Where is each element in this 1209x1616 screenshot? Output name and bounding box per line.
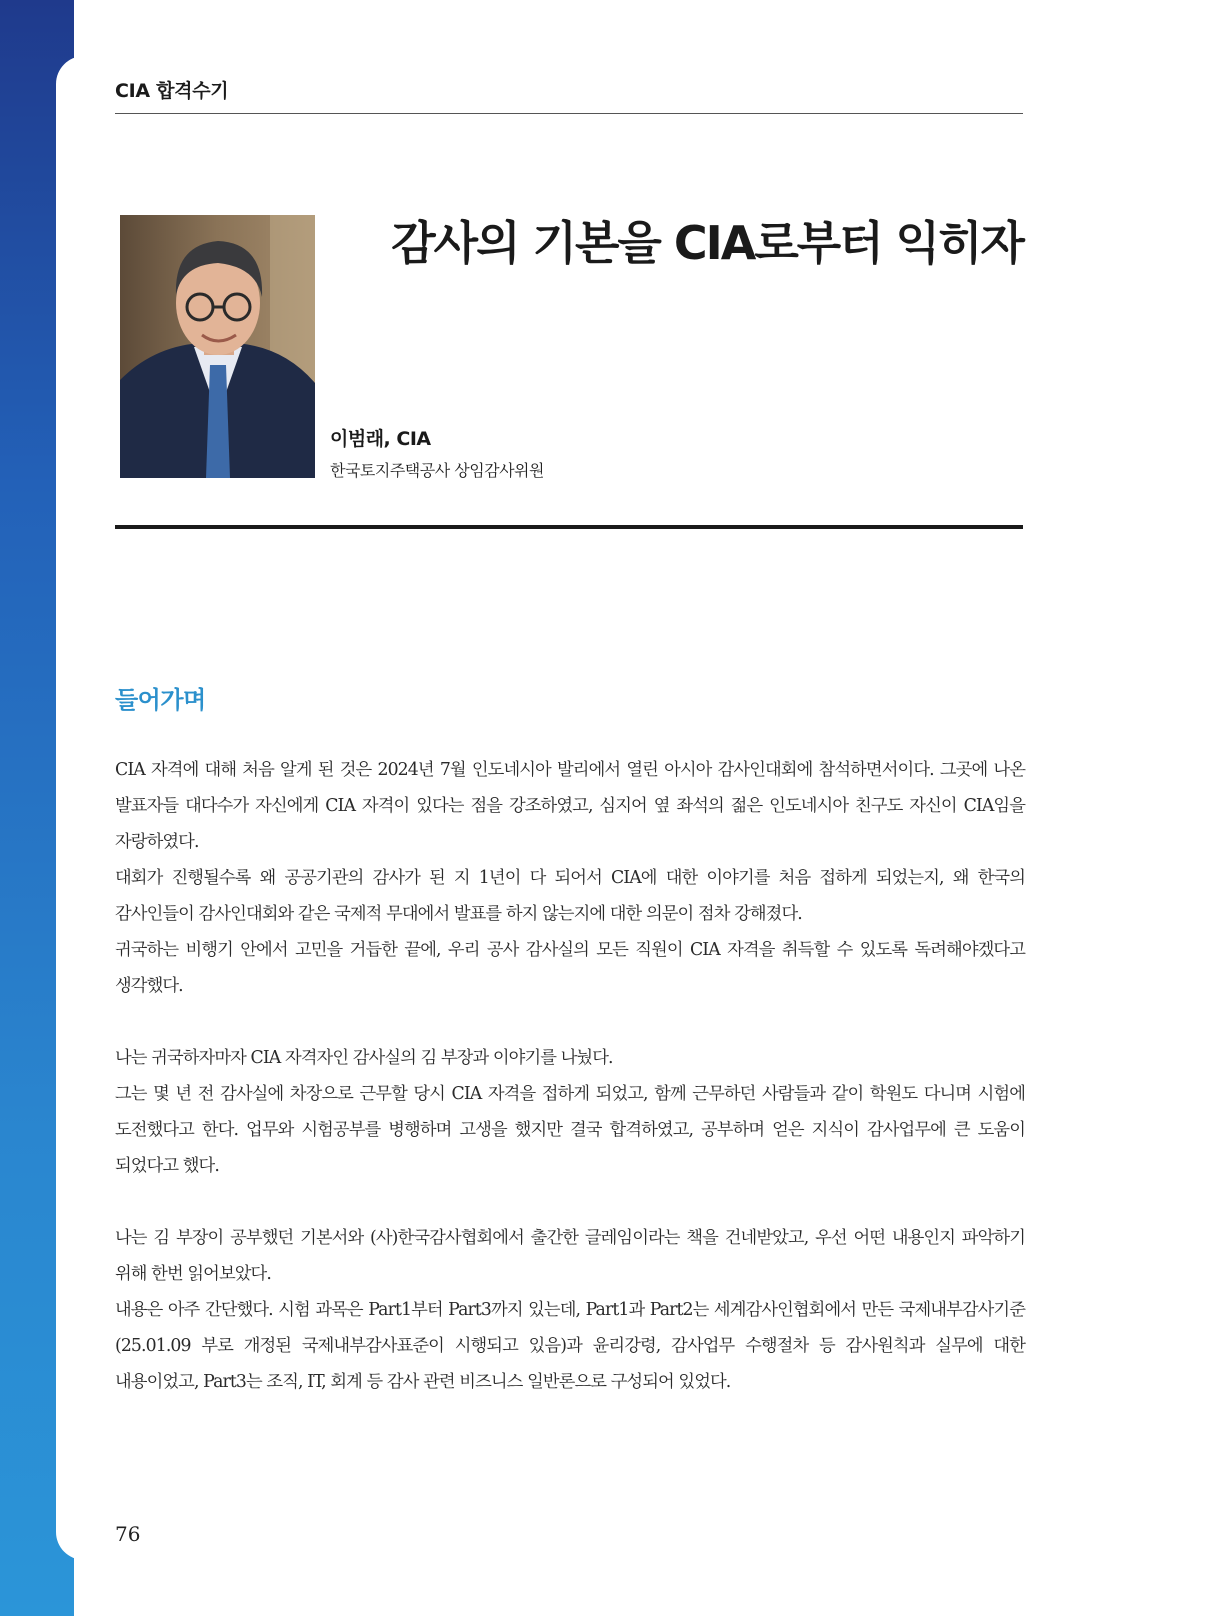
- paragraph: CIA 자격에 대해 처음 알게 된 것은 2024년 7월 인도네시아 발리에서 열린 아시아 감사인대회에 참석하면서이다. 그곳에 나온 발표자들 대다수가 자신에게 CIA 자격이 있다는 점을 강조하였고, 심지어 옆 좌석의 젊은 인도네시아 친구도 자신이 CIA임을 자랑하였다.: [115, 760, 1025, 852]
- article-title: 감사의 기본을 CIA로부터 익히자: [391, 216, 1023, 270]
- page-number: 76: [115, 1522, 141, 1546]
- article-body: [115, 752, 1025, 1400]
- paragraph: 내용은 아주 간단했다. 시험 과목은 Part1부터 Part3까지 있는데, Part1과 Part2는 세계감사인협회에서 만든 국제내부감사기준(25.01.09 부로 개정된 국제내부감사표준이 시행되고 있음)과 윤리강령, 감사업무 수행절차 등 감사원칙과 실무에 대한 내용이었고, Part3는 조직, IT, 회계 등 감사 관련 비즈니스 일반론으로 구성되어 있었다.: [115, 1300, 1025, 1392]
- paragraph: 나는 귀국하자마자 CIA 자격자인 감사실의 김 부장과 이야기를 나눴다.: [115, 1048, 613, 1068]
- paragraph: 대회가 진행될수록 왜 공공기관의 감사가 된 지 1년이 다 되어서 CIA에 대한 이야기를 처음 접하게 되었는지, 왜 한국의 감사인들이 감사인대회와 같은 국제적 무대에서 발표를 하지 않는지에 대한 의문이 점차 강해졌다.: [115, 868, 1025, 924]
- paragraph: 귀국하는 비행기 안에서 고민을 거듭한 끝에, 우리 공사 감사실의 모든 직원이 CIA 자격을 취득할 수 있도록 독려해야겠다고 생각했다.: [115, 940, 1025, 996]
- author-portrait: [120, 215, 315, 478]
- paragraph: 나는 김 부장이 공부했던 기본서와 (사)한국감사협회에서 출간한 글레임이라는 책을 건네받았고, 우선 어떤 내용인지 파악하기 위해 한번 읽어보았다.: [115, 1228, 1025, 1284]
- section-label: CIA 합격수기: [115, 80, 229, 102]
- title-divider: [115, 525, 1023, 529]
- author-name: 이범래, CIA: [330, 428, 431, 450]
- paragraph: 그는 몇 년 전 감사실에 차장으로 근무할 당시 CIA 자격을 접하게 되었고, 함께 근무하던 사람들과 같이 학원도 다니며 시험에 도전했다고 한다. 업무와 시험공부를 병행하며 고생을 했지만 결국 합격하였고, 공부하며 얻은 지식이 감사업무에 큰 도움이 되었다고 했다.: [115, 1084, 1025, 1176]
- header-divider: [115, 113, 1023, 114]
- author-role: 한국토지주택공사 상임감사위원: [330, 461, 544, 480]
- section-heading: 들어가며: [115, 686, 206, 714]
